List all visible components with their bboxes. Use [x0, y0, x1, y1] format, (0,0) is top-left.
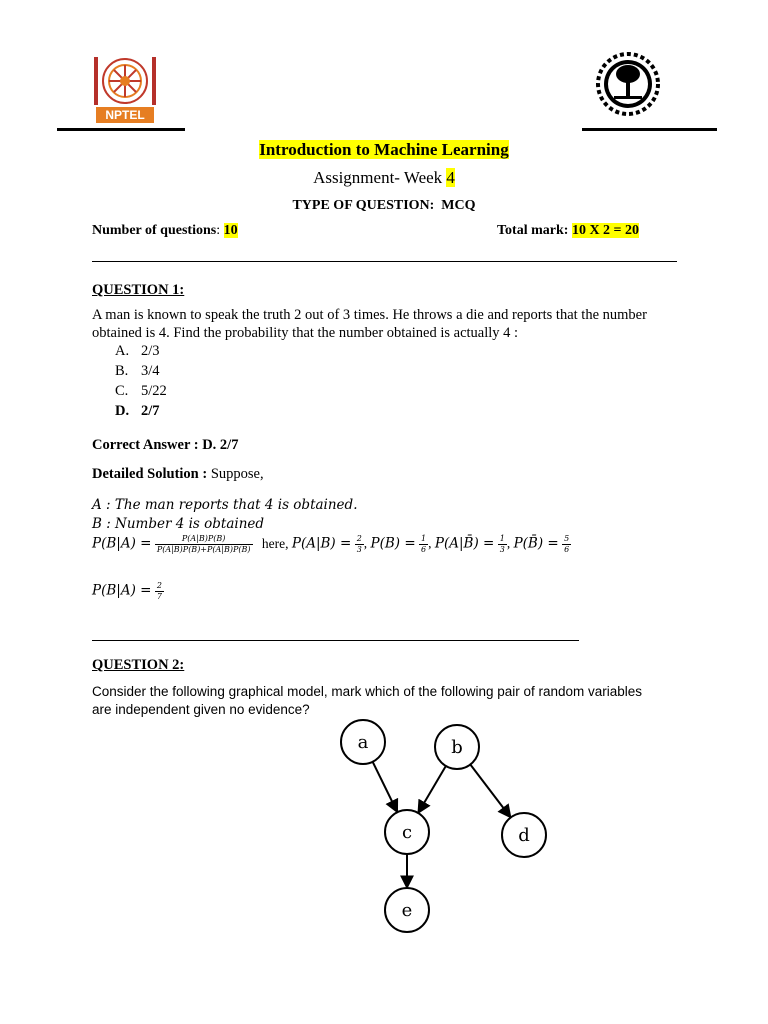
assignment-title: Assignment- Week 4: [313, 168, 455, 187]
q1-text: [92, 306, 692, 342]
node-label-d: d: [518, 825, 530, 846]
iit-seal-icon: [596, 52, 660, 116]
header-rule-left: [57, 128, 185, 131]
q1-definition-b: B : Number 4 is obtained: [92, 516, 265, 532]
q1-option-d: D. 2/7: [115, 403, 160, 419]
q1-bayes-formula: P(B|A) = $\frac{P(A|B)P(B)}{P(A|B)P(B)+P(A|B̄)P(B̄)}$ here, P(A|B) = $\frac{2}{3}$ , P(B) = $\frac{1}{6}$ , P(A|B̄) = $\frac{1}{3}$ , P(B̄) = $\frac{5}{6}$: [92, 534, 570, 554]
separator-2: [92, 640, 579, 641]
node-b: [435, 725, 479, 769]
node-label-b: b: [451, 737, 463, 758]
edge-b-d: [470, 765, 510, 818]
header-rule-right: [582, 128, 717, 131]
node-label-a: a: [357, 732, 369, 753]
graphical-model-diagram: [330, 715, 560, 940]
q1-result: P(B|A) = $\frac{2}{7}$: [92, 581, 162, 601]
node-a: [341, 720, 385, 764]
week-number: 4: [446, 168, 455, 187]
q2-text-line1: Consider the following graphical model, mark which of the following pair of random variables: [92, 684, 643, 699]
q1-option-b: B. 3/4: [115, 363, 160, 379]
nptel-logo-text: NPTEL: [96, 107, 154, 123]
iit-seal-motto: [600, 114, 656, 122]
node-e: [385, 888, 429, 932]
node-d: [502, 813, 546, 857]
q1-correct-answer: Correct Answer : D. 2/7: [92, 437, 239, 453]
q2-text-line2: are independent given no evidence?: [92, 702, 310, 717]
q1-solution-intro: Detailed Solution : Suppose,: [92, 466, 264, 482]
iit-seal: [596, 52, 660, 124]
q1-text-line1: A man is known to speak the truth 2 out of 3 times. He throws a die and reports that the number: [92, 307, 647, 323]
q1-option-c: C. 5/22: [115, 383, 167, 399]
edge-b-c: [418, 766, 446, 813]
course-title: Introduction to Machine Learning: [259, 140, 509, 159]
separator-1: [92, 261, 677, 262]
q1-options: [115, 341, 167, 421]
node-label-c: c: [401, 822, 413, 843]
edge-a-c: [373, 762, 398, 812]
total-mark: Total mark: 10 X 2 = 20: [497, 223, 640, 238]
number-of-questions: Number of questions: 10: [92, 223, 238, 238]
q1-definition-a: A : The man reports that 4 is obtained.: [92, 497, 358, 513]
node-c: [385, 810, 429, 854]
node-label-e: e: [401, 900, 413, 921]
q1-heading: QUESTION 1:: [92, 282, 185, 298]
q2-text: [92, 683, 692, 719]
q1-option-a: A. 2/3: [115, 343, 160, 359]
q1-text-line2: obtained is 4. Find the probability that the number obtained is actually 4 :: [92, 325, 519, 341]
nptel-logo: [90, 55, 160, 127]
question-type: TYPE OF QUESTION: MCQ: [292, 198, 476, 213]
q2-heading: QUESTION 2:: [92, 657, 185, 673]
